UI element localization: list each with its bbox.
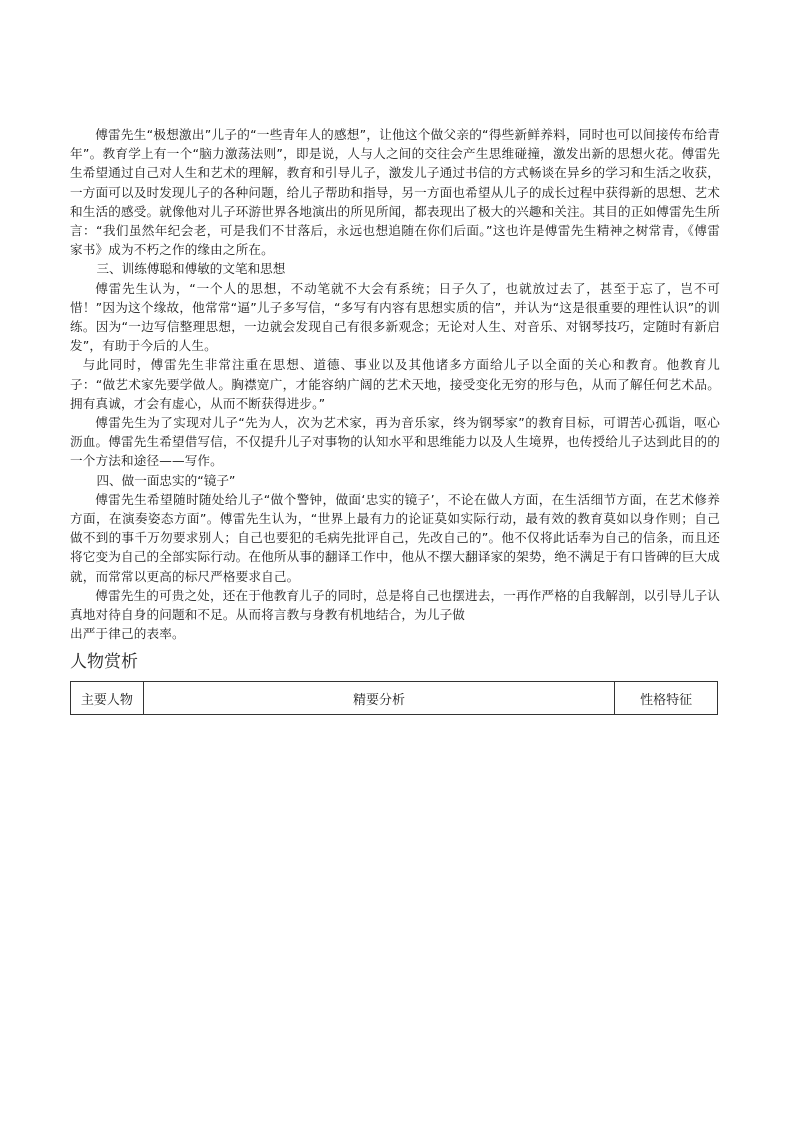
paragraph-youth-ideas: 傅雷先生“极想激出”儿子的“一些青年人的感想”，让他这个做父亲的“得些新鲜养料，同时也可以间接传布给青年”。教育学上有一个“脑力激荡法则”，即是说，人与人之间的交往会产生思维碰撞，激发出新的思想火花。傅雷先生希望通过自己对人生和艺术的理解，教育和引导儿子，激发儿子通过书信的方式畅谈在异乡的学习和生活之收获，一方面可以及时发现儿子的各种问题，给儿子帮助和指导，另一方面也希望从儿子的成长过程中获得新的思想、艺术和生活的感受。就像他对儿子环游世界各地演出的所见所闻，都表现出了极大的兴趣和关注。其目的正如傅雷先生所言：“我们虽然年纪会老，可是我们不甘落后，永远也想追随在你们后面。”这也许是傅雷先生精神之树常青，《傅雷家书》成为不朽之作的缘由之所在。 — [70, 127, 720, 258]
paragraph-self-examination-end: 出严于律己的表率。 — [70, 626, 185, 642]
paragraph-letter-writing: 傅雷先生认为，“一个人的思想，不动笔就不大会有系统；日子久了，也就放过去了，甚至于忘了，岂不可惜！”因为这个缘故，他常常“逼”儿子多写信，“多写有内容有思想实质的信”，并认为“这是很重要的理性认识”的训练。因为“一边写信整理思想，一边就会发现自己有很多新观念；无论对人生、对音乐、对钢琴技巧，定随时有新启发”，有助于今后的人生。 — [70, 280, 720, 354]
section-heading-writing-training: 三、训练傅聪和傅敏的文笔和思想 — [96, 261, 286, 277]
paragraph-self-examination: 傅雷先生的可贵之处，还在于他教育儿子的同时，总是将自己也摆进去，一再作严格的自我解剖，以引导儿子认真地对待自身的问题和不足。从而将言教与身教有机地结合，为儿子做 — [70, 587, 720, 623]
article-page — [70, 125, 720, 715]
character-analysis-table — [70, 681, 718, 715]
paragraph-education-goal: 傅雷先生为了实现对儿子“先为人，次为艺术家，再为音乐家，终为钢琴家”的教育目标，可谓苦心孤诣，呕心沥血。傅雷先生希望借写信，不仅提升儿子对事物的认知水平和思维能力以及人生境界，也传授给儿子达到此目的的一个方法和途径——写作。 — [70, 415, 720, 469]
table-header-row — [71, 682, 718, 715]
column-header-personality-traits: 性格特征 — [615, 682, 718, 715]
character-appreciation-title: 人物赏析 — [70, 652, 138, 673]
paragraph-warning-bell: 傅雷先生希望随时随处给儿子“做个警钟，做面‘忠实的镜子’，不论在做人方面，在生活细节方面，在艺术修养方面，在演奏姿态方面”。傅雷先生认为，“世界上最有力的论证莫如实际行动，最有效的教育莫如以身作则；自己做不到的事千万勿要求别人；自己也要犯的毛病先批评自己，先改自己的”。他不仅将此话奉为自己的信条，而且还将它变为自己的全部实际行动。在他所从事的翻译工作中，他从不摆大翻译家的架势，绝不满足于有口皆碑的巨大成就，而常常以更高的标尺严格要求自己。 — [70, 491, 720, 584]
section-heading-mirror: 四、做一面忠实的“镜子” — [96, 472, 236, 488]
column-header-key-analysis: 精要分析 — [143, 682, 614, 715]
column-header-main-character: 主要人物 — [71, 682, 144, 715]
paragraph-moral-education: 与此同时，傅雷先生非常注重在思想、道德、事业以及其他诸多方面给儿子以全面的关心和教育。他教育儿子：“做艺术家先要学做人。胸襟宽广，才能容纳广阔的艺术天地，接受变化无穷的形与色，从而了解任何艺术品。拥有真诚，才会有虚心，从而不断获得进步。” — [70, 357, 720, 411]
